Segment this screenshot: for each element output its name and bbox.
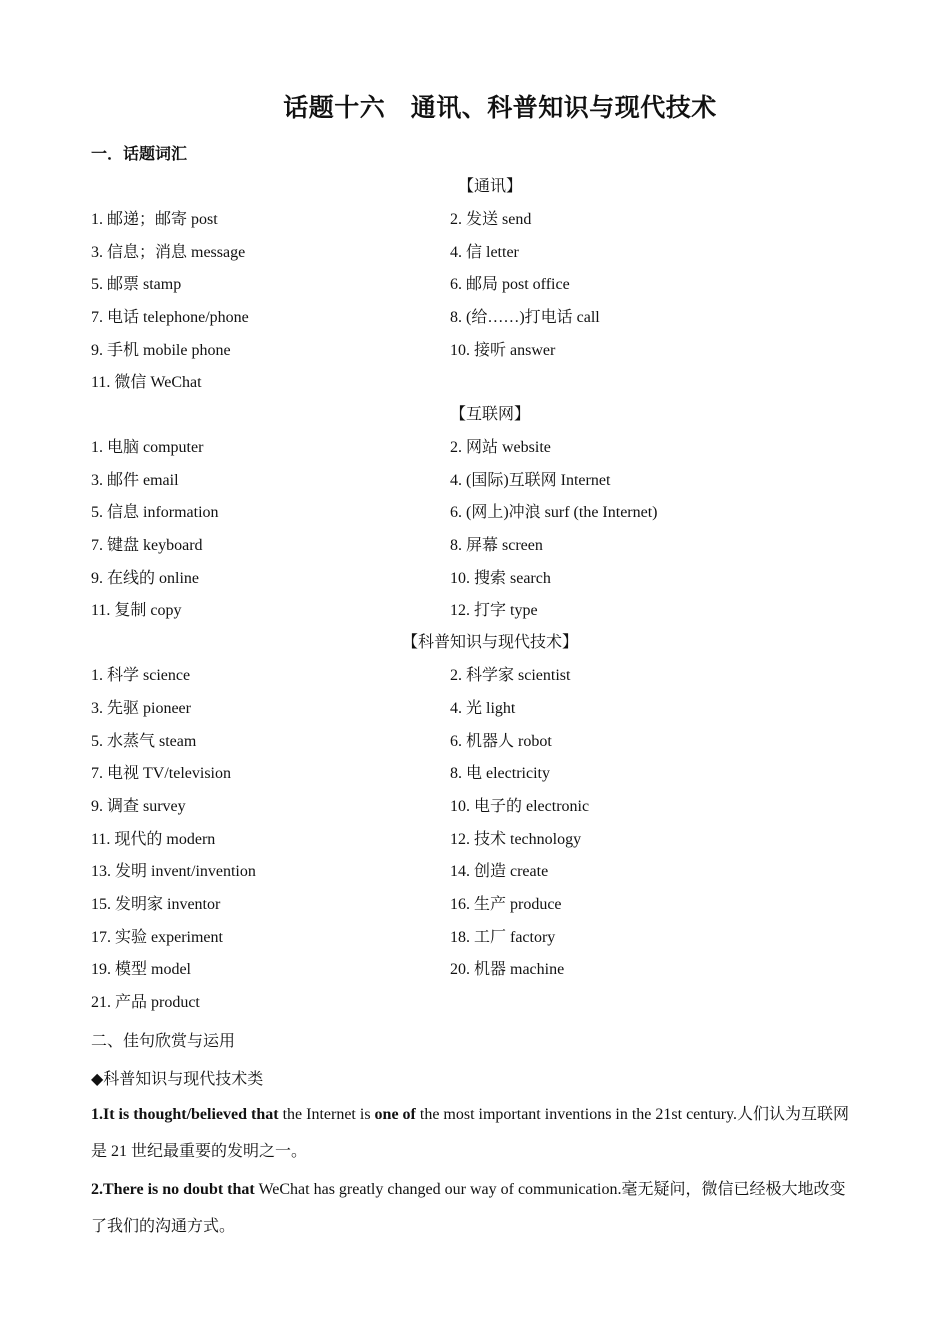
vocab-item: 7. 电视 TV/television [91, 765, 231, 782]
section-heading-vocabulary: 一．话题词汇 [91, 146, 188, 163]
sentence-text: WeChat has greatly changed our way of communication.毫无疑问，微信已经极大地改变了我们的沟通方式。 [91, 1181, 846, 1235]
sentence-text: the most important inventions in the 21st century.人们认为互联网是 21 世纪最重要的发明之一。 [91, 1106, 850, 1160]
vocab-item: 5. 邮票 stamp [91, 276, 182, 293]
vocab-item: 10. 接听 answer [450, 342, 556, 359]
vocab-item: 12. 技术 technology [450, 831, 582, 848]
vocab-item: 4. 信 letter [450, 244, 519, 261]
group-heading-science-technology: 【科普知识与现代技术】 [401, 634, 578, 651]
vocab-item: 2. 发送 send [450, 211, 532, 228]
vocab-item: 1. 科学 science [91, 667, 191, 684]
vocab-item: 2. 科学家 scientist [450, 667, 571, 684]
vocab-item: 20. 机器 machine [450, 961, 565, 978]
vocab-item: 11. 复制 copy [91, 602, 182, 619]
vocab-item: 3. 先驱 pioneer [91, 700, 191, 717]
vocab-item: 8. 电 electricity [450, 765, 550, 782]
vocab-item: 8. 屏幕 screen [450, 537, 543, 554]
key-phrase: It is thought/believed that [103, 1106, 279, 1123]
key-phrase: There is no doubt that [103, 1181, 255, 1198]
group-heading-communication: 【通讯】 [457, 178, 522, 195]
vocab-item: 8. (给……)打电话 call [450, 309, 600, 326]
vocab-item: 10. 电子的 electronic [450, 798, 590, 815]
vocab-item: 3. 邮件 email [91, 472, 179, 489]
key-phrase: one of [374, 1106, 416, 1123]
example-sentence [91, 1096, 861, 1170]
vocab-item: 5. 水蒸气 steam [91, 733, 197, 750]
vocab-item: 5. 信息 information [91, 504, 219, 521]
vocab-item: 4. (国际)互联网 Internet [450, 472, 611, 489]
vocab-item: 1. 邮递；邮寄 post [91, 211, 218, 228]
sentence-text: the Internet is [278, 1106, 375, 1123]
vocab-item: 9. 调查 survey [91, 798, 186, 815]
example-sentence [91, 1171, 861, 1245]
vocab-item: 14. 创造 create [450, 863, 549, 880]
vocab-item: 4. 光 light [450, 700, 516, 717]
section-heading-sentences: 二、佳句欣赏与运用 [91, 1033, 236, 1050]
vocab-item: 7. 电话 telephone/phone [91, 309, 249, 326]
vocab-item: 16. 生产 produce [450, 896, 562, 913]
vocab-item: 19. 模型 model [91, 961, 191, 978]
vocab-item: 21. 产品 product [91, 994, 200, 1011]
group-heading-internet: 【互联网】 [449, 406, 530, 423]
vocab-item: 2. 网站 website [450, 439, 551, 456]
vocab-item: 3. 信息；消息 message [91, 244, 246, 261]
vocab-item: 6. 邮局 post office [450, 276, 570, 293]
vocab-item: 15. 发明家 inventor [91, 896, 221, 913]
vocab-item: 9. 手机 mobile phone [91, 342, 231, 359]
vocab-item: 10. 搜索 search [450, 570, 551, 587]
vocab-item: 7. 键盘 keyboard [91, 537, 203, 554]
sentence-number: 2. [91, 1181, 103, 1198]
vocab-item: 1. 电脑 computer [91, 439, 204, 456]
vocab-item: 11. 微信 WeChat [91, 374, 202, 391]
vocab-item: 9. 在线的 online [91, 570, 199, 587]
subheading-science-technology: ◆科普知识与现代技术类 [91, 1071, 264, 1088]
vocab-item: 11. 现代的 modern [91, 831, 216, 848]
vocab-item: 13. 发明 invent/invention [91, 863, 256, 880]
sentence-number: 1. [91, 1106, 103, 1123]
vocab-item: 6. (网上)冲浪 surf (the Internet) [450, 504, 658, 521]
vocab-item: 18. 工厂 factory [450, 929, 556, 946]
page-title: 话题十六 通讯、科普知识与现代技术 [283, 95, 717, 122]
vocab-item: 12. 打字 type [450, 602, 538, 619]
vocab-item: 6. 机器人 robot [450, 733, 552, 750]
vocab-item: 17. 实验 experiment [91, 929, 223, 946]
